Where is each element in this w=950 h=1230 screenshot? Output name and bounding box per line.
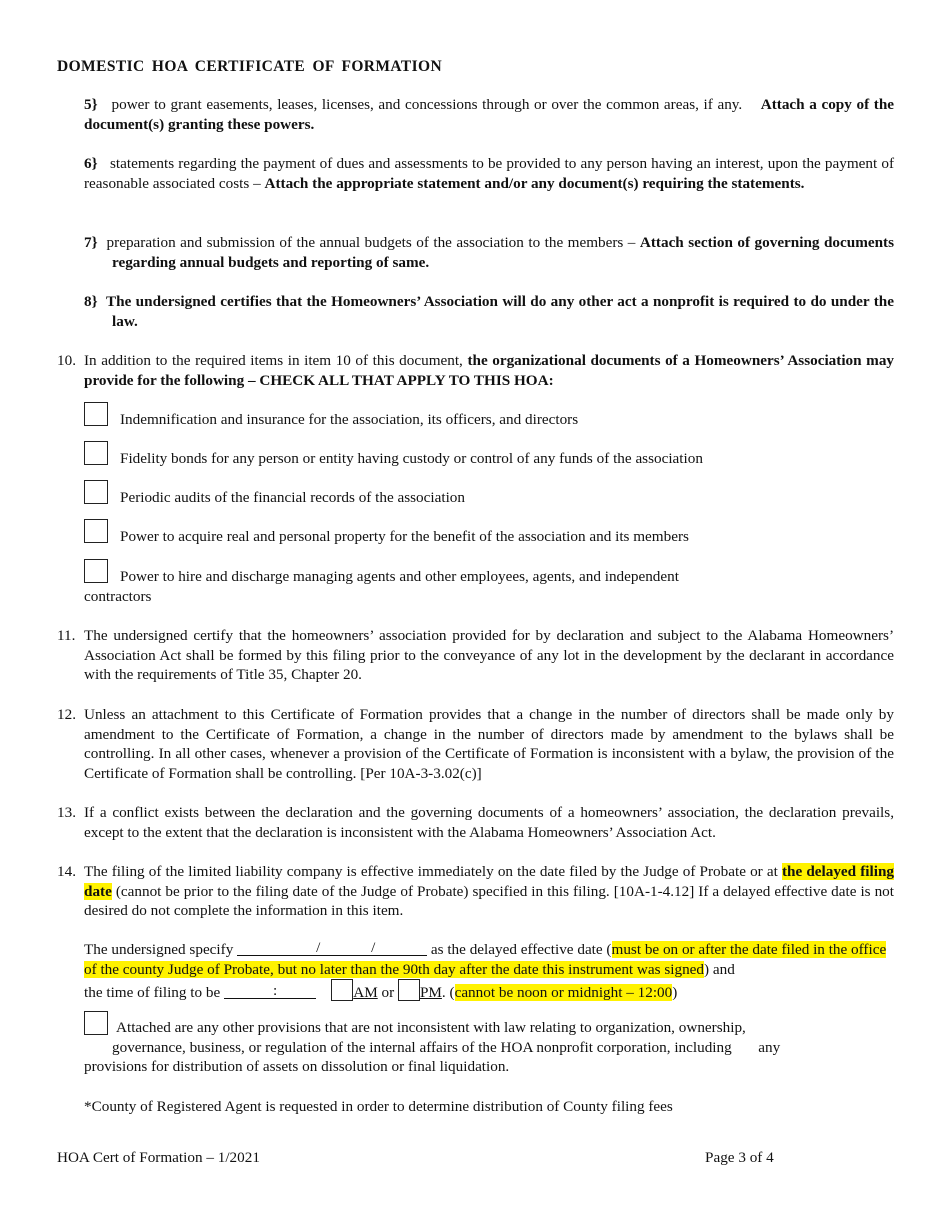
sub-item-text: preparation and submission of the annual budgets of the association to the members – [106, 234, 636, 251]
item-instruction: the organizational documents of a Homeowners’ Association may provide for the following – CHECK ALL THAT APPLY TO THIS HOA: [84, 352, 895, 389]
sub-item-instruction: The undersigned certifies that the Homeowners’ Association will do any other act a nonprofit is required to do under the law. [106, 293, 894, 330]
item-11 [57, 626, 894, 685]
option-label: Power to hire and discharge managing agents and other employees, agents, and independent [120, 568, 679, 585]
highlighted-note: must be on or after the date filed in the office of the county Judge of Probate, but no later than the 90th day after the date this instrument was signed [84, 941, 887, 978]
sub-item-instruction: Attach a copy of the document(s) granting these powers. [84, 96, 895, 133]
item-text-cont: (cannot be prior to the filing date of the Judge of Probate) specified in this filing. [10A-1-4.12] If a delayed effective date is not desired do not complete the information in this item. [84, 882, 894, 919]
or-label: or [381, 984, 395, 1001]
checkbox-hire-agents[interactable] [84, 559, 108, 583]
specify-prefix: The undersigned specify [84, 941, 234, 958]
option-label: Periodic audits of the financial records of the association [120, 489, 465, 506]
option-label: Indemnification and insurance for the association, its officers, and directors [120, 411, 579, 428]
option-periodic-audits [84, 488, 894, 508]
time-prefix: the time of filing to be [84, 984, 221, 1001]
checkbox-attached-provisions[interactable] [84, 1011, 108, 1035]
option-indemnification [84, 410, 894, 430]
option-acquire-property [84, 527, 894, 547]
checkbox-fidelity-bonds[interactable] [84, 441, 108, 465]
option-fidelity-bonds [84, 449, 894, 469]
checkbox-pm[interactable] [398, 979, 420, 1001]
item-number: 14. [57, 863, 76, 880]
sub-item-marker: 7} [84, 234, 98, 251]
item-text: The undersigned certify that the homeowners’ association provided for by declaration and subject to the Alabama Homeowners’ Association Act shall be formed by this filing prior to the conveyance of any lot in the development by the declarant in accordance with the requirements of Title 35, Chapter 20. [84, 627, 894, 683]
date-separator: / [316, 939, 321, 956]
sub-item-text: power to grant easements, leases, licenses, and concessions through or over the common areas, if any. [111, 96, 743, 113]
delayed-date-field[interactable] [237, 940, 427, 956]
item-13 [57, 803, 894, 842]
sub-item-text: statements regarding the payment of dues and assessments to be provided to any person having an interest, upon the payment of reasonable associated costs – [84, 155, 895, 192]
sub-item-marker: 6} [84, 155, 98, 172]
option-hire-agents [84, 567, 894, 606]
sub-item-marker: 8} [84, 293, 98, 310]
attached-line-2-end: any [758, 1038, 781, 1056]
item-text: Unless an attachment to this Certificate of Formation provides that a change in the number of directors shall be made only by amendment to the Certificate of Formation, a change in the number of directors made by amendment to the bylaws shall be controlling. In all other cases, whenever a provision of the Certificate of Formation is inconsistent with a bylaw, the provision of the Certificate of Formation shall be controlling. [Per 10A-3-3.02(c)] [84, 706, 894, 782]
attached-line-1: Attached are any other provisions that are not inconsistent with law relating to organization, ownership, [116, 1019, 746, 1036]
delayed-date-block [84, 940, 896, 1003]
footer-form-id: HOA Cert of Formation – 1/2021 [57, 1149, 260, 1166]
filing-time-field[interactable] [224, 983, 316, 999]
specify-end: ) and [704, 960, 735, 978]
item-number: 12. [57, 706, 76, 723]
item-number: 11. [57, 627, 76, 644]
document-title: DOMESTIC HOA CERTIFICATE OF FORMATION [57, 58, 443, 75]
checkbox-am[interactable] [331, 979, 353, 1001]
sub-item-8 [84, 292, 894, 331]
time-note-close: ) [672, 984, 678, 1001]
footer-page-number: Page 3 of 4 [705, 1149, 774, 1166]
time-separator: : [273, 982, 278, 999]
pm-label: PM [419, 984, 442, 1001]
item-10 [57, 351, 894, 390]
footnote: *County of Registered Agent is requested in order to determine distribution of County filing fees [84, 1098, 673, 1115]
item-12 [57, 705, 894, 783]
specify-suffix: as the delayed effective date ( [430, 941, 612, 958]
sub-item-7 [84, 233, 894, 272]
item-number: 13. [57, 804, 76, 821]
attached-provisions [84, 1018, 896, 1077]
checkbox-acquire-property[interactable] [84, 519, 108, 543]
attached-line-2: governance, business, or regulation of the internal affairs of the HOA nonprofit corporation, including [112, 1038, 732, 1056]
item-number: 10. [57, 352, 76, 369]
am-label: AM [353, 984, 378, 1001]
attached-line-3: provisions for distribution of assets on dissolution or final liquidation. [84, 1058, 510, 1075]
highlighted-time-note: cannot be noon or midnight – 12:00 [454, 984, 673, 1001]
time-note-open: . ( [441, 984, 455, 1001]
sub-item-marker: 5} [84, 96, 98, 113]
option-label: Fidelity bonds for any person or entity having custody or control of any funds of the association [120, 450, 703, 467]
date-separator: / [371, 939, 376, 956]
checkbox-indemnification[interactable] [84, 402, 108, 426]
sub-item-6 [84, 154, 894, 193]
checkbox-periodic-audits[interactable] [84, 480, 108, 504]
item-text: If a conflict exists between the declaration and the governing documents of a homeowners’ association, the declaration prevails, except to the extent that the declaration is inconsistent with the Alabama Homeowners’ Association Act. [84, 804, 894, 841]
item-text: In addition to the required items in item 10 of this document, [84, 352, 463, 369]
highlighted-text: the delayed filing date [84, 863, 894, 900]
option-label: Power to acquire real and personal property for the benefit of the association and its members [120, 528, 689, 545]
item-text: The filing of the limited liability company is effective immediately on the date filed by the Judge of Probate or at [84, 863, 778, 880]
item-14 [57, 862, 894, 921]
sub-item-instruction: Attach section of governing documents regarding annual budgets and reporting of same. [112, 234, 895, 271]
sub-item-instruction: Attach the appropriate statement and/or any document(s) requiring the statements. [264, 174, 805, 192]
option-label-continued: contractors [84, 587, 152, 605]
sub-item-5 [84, 95, 894, 134]
